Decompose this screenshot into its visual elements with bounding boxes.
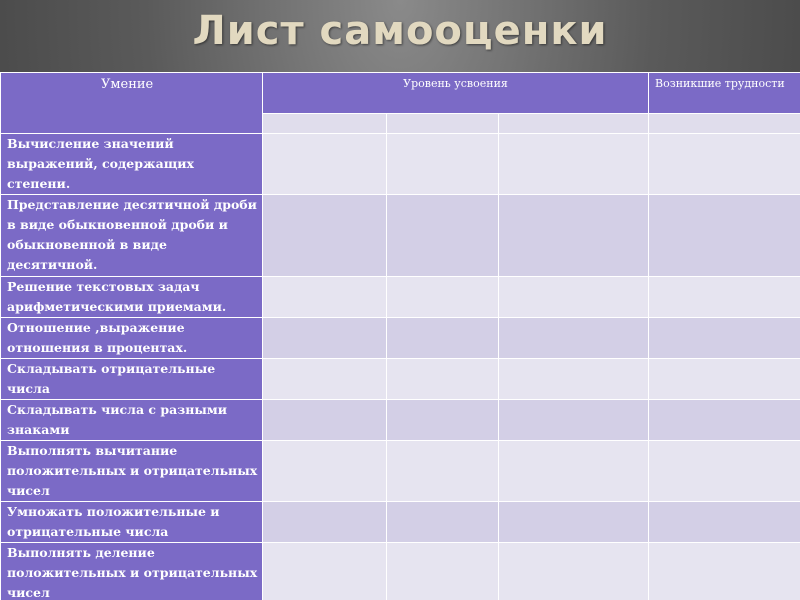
skill-cell: Решение текстовых задач арифметическими приемами. xyxy=(1,277,263,318)
table-row xyxy=(1,277,800,318)
self-assessment-table xyxy=(0,72,800,600)
difficulty-cell[interactable] xyxy=(649,277,800,318)
difficulty-cell[interactable] xyxy=(649,318,800,359)
table-row xyxy=(1,543,800,600)
level-cell[interactable] xyxy=(387,400,499,441)
level-cell[interactable] xyxy=(499,318,649,359)
skill-cell: Выполнять вычитание положительных и отрицательных чисел xyxy=(1,441,263,502)
table-row xyxy=(1,441,800,502)
page-title: Лист самооценки xyxy=(192,8,608,54)
table-row xyxy=(1,195,800,277)
column-header-level: Уровень усвоения xyxy=(263,73,649,114)
level-cell[interactable] xyxy=(499,277,649,318)
skill-cell: Выполнять деление положительных и отрицательных чисел xyxy=(1,543,263,600)
skill-cell: Представление десятичной дроби в виде обыкновенной дроби и обыкновенной в виде десятичной. xyxy=(1,195,263,277)
column-header-skill: Умение xyxy=(1,73,263,134)
level-cell[interactable] xyxy=(263,134,387,195)
difficulty-cell[interactable] xyxy=(649,400,800,441)
level-cell[interactable] xyxy=(499,359,649,400)
level-cell[interactable] xyxy=(499,502,649,543)
level-subcell-3[interactable] xyxy=(499,114,649,134)
difficulty-cell[interactable] xyxy=(649,195,800,277)
level-cell[interactable] xyxy=(387,502,499,543)
level-cell[interactable] xyxy=(263,441,387,502)
level-cell[interactable] xyxy=(263,502,387,543)
difficulty-cell[interactable] xyxy=(649,134,800,195)
level-cell[interactable] xyxy=(263,318,387,359)
skill-cell: Отношение ,выражение отношения в процентах. xyxy=(1,318,263,359)
level-cell[interactable] xyxy=(263,359,387,400)
level-cell[interactable] xyxy=(499,134,649,195)
level-cell[interactable] xyxy=(387,134,499,195)
difficulty-cell[interactable] xyxy=(649,543,800,600)
skill-cell: Складывать отрицательные числа xyxy=(1,359,263,400)
level-cell[interactable] xyxy=(263,400,387,441)
level-subcell-1[interactable] xyxy=(263,114,387,134)
level-cell[interactable] xyxy=(263,543,387,600)
difficulty-cell[interactable] xyxy=(649,441,800,502)
table-row xyxy=(1,502,800,543)
table-row xyxy=(1,359,800,400)
level-cell[interactable] xyxy=(387,543,499,600)
column-header-difficulties: Возникшие трудности xyxy=(649,73,800,114)
level-cell[interactable] xyxy=(499,400,649,441)
table-row xyxy=(1,134,800,195)
level-cell[interactable] xyxy=(387,195,499,277)
skill-cell: Вычисление значений выражений, содержащих степени. xyxy=(1,134,263,195)
level-cell[interactable] xyxy=(387,318,499,359)
skill-cell: Складывать числа с разными знаками xyxy=(1,400,263,441)
skill-cell: Умножать положительные и отрицательные числа xyxy=(1,502,263,543)
level-cell[interactable] xyxy=(263,277,387,318)
difficulties-subcell[interactable] xyxy=(649,114,800,134)
difficulty-cell[interactable] xyxy=(649,502,800,543)
level-cell[interactable] xyxy=(387,441,499,502)
level-cell[interactable] xyxy=(263,195,387,277)
level-cell[interactable] xyxy=(499,195,649,277)
level-subcell-2[interactable] xyxy=(387,114,499,134)
table-row xyxy=(1,318,800,359)
level-cell[interactable] xyxy=(387,359,499,400)
level-cell[interactable] xyxy=(387,277,499,318)
level-cell[interactable] xyxy=(499,543,649,600)
difficulty-cell[interactable] xyxy=(649,359,800,400)
level-cell[interactable] xyxy=(499,441,649,502)
table-row xyxy=(1,400,800,441)
